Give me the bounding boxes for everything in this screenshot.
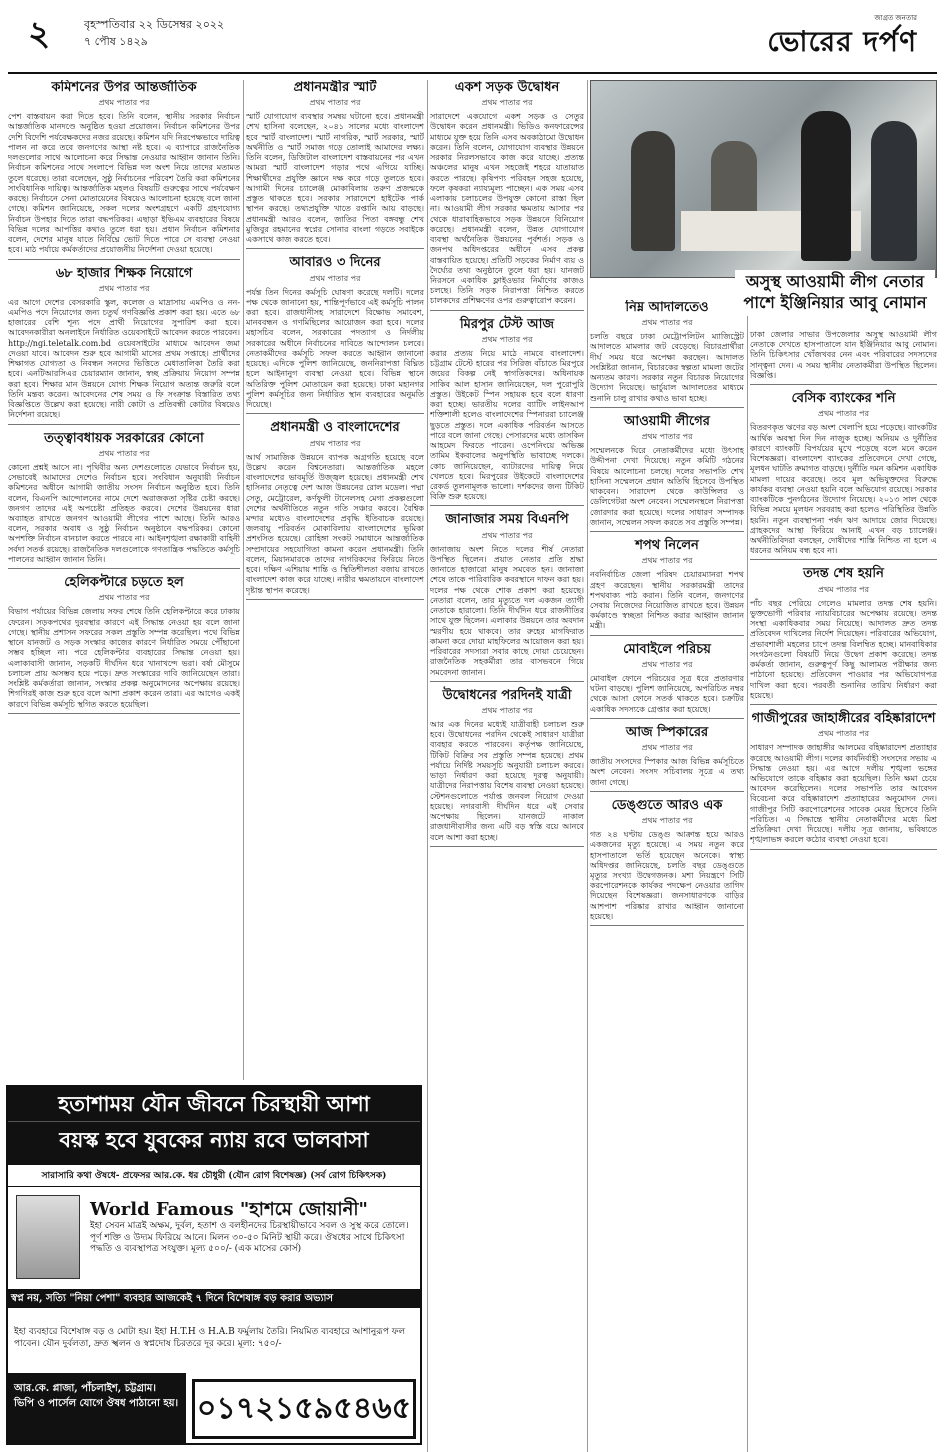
article (750, 330, 937, 385)
article-body: জানাজায় অংশ নিতে দলের শীর্ষ নেতারা উপস্থিত ছিলেন। প্রয়াত নেতার প্রতি শ্রদ্ধা জানাতে হাজারো মানুষ সমবেত হন। জানাজা শেষে তাকে পারিবারিক কবরস্থানে দাফন করা হয়। দলের পক্ষ থেকে শোক প্রকাশ করা হয়েছে। নেতারা বলেন, তার মৃত্যুতে দল একজন ত্যাগী নেতাকে হারালো। তিনি দীর্ঘদিন ধরে রাজনীতির সাথে যুক্ত ছিলেন। এলাকার উন্নয়নে তার অবদান স্মরণীয় হয়ে থাকবে। তার রুহের মাগফিরাত কামনা করে দোয়া মাহফিলের আয়োজন করা হয়। পরিবারের সদস্যরা সবার কাছে দোয়া চেয়েছেন। রাজনৈতিক সহকর্মীরা তার বাসভবনে গিয়ে সমবেদনা জানান। (430, 544, 584, 677)
date-line-gregorian: বৃহস্পতিবার ২২ ডিসেম্বর ২০২২ (84, 18, 225, 31)
article-continued-label: প্রথম পাতার পর (481, 98, 533, 108)
article-headline: একশ সড়ক উদ্বোধন (454, 80, 560, 95)
photo-person (801, 111, 851, 261)
ad-strip: স্বপ্ন নয়, সত্যি "নিয়া পেশা" ব্যবহার আজকেই ৭ দিনে বিশেষাঙ্গ বড় করার অভ্যাস (8, 1289, 420, 1308)
article-body: কোনো প্রশ্নই আসে না। পৃথিবীর অন্য দেশগুলোতে যেভাবে নির্বাচন হয়, সেভাবেই আমাদের দেশেও নির্বাচন হবে। সংবিধান অনুযায়ী নির্বাচন কমিশনের অধীনে আগামী জাতীয় সংসদ নির্বাচন অনুষ্ঠিত হবে। তিনি বলেন, বিএনপি আন্দোলনের নামে দেশে অরাজকতা সৃষ্টির চেষ্টা করছে। জনগণ তাদের এই অপচেষ্টা প্রতিহত করবে। দেশের উন্নয়নের ধারা অব্যাহত রাখতে জনগণ আওয়ামী লীগের পাশে আছে। তিনি আরও বলেন, সরকার অবাধ ও সুষ্ঠু নির্বাচন অনুষ্ঠানে বদ্ধপরিকর। কোনো অপশক্তি নির্বাচন বানচাল করতে পারবে না। আইনশৃঙ্খলা রক্ষাকারী বাহিনী সর্বদা সতর্ক রয়েছে। রাজনৈতিক দলগুলোকে গণতান্ত্রিক পদ্ধতিতে কর্মসূচি পালনের আহ্বান জানান তিনি। (8, 462, 240, 564)
column-1 (8, 80, 240, 1080)
column-3 (430, 80, 584, 1452)
article-body: করার প্রত্যয় নিয়ে মাঠে নামবে বাংলাদেশ। চট্টগ্রাম টেস্টে হারের পর সিরিজ বাঁচাতে মিরপুরে জয়ের বিকল্প নেই স্বাগতিকদের। অধিনায়ক সাকিব আল হাসান জানিয়েছেন, দল পুরোপুরি প্রস্তুত। উইকেট স্পিন সহায়ক হবে বলে ধারণা করা হচ্ছে। ভারতীয় দলের ব্যাটিং লাইনআপ শক্তিশালী হলেও বাংলাদেশের স্পিনাররা চ্যালেঞ্জ ছুড়তে প্রস্তুত। দলে একাধিক পরিবর্তন আসতে পারে বলে জানা গেছে। পেসারদের মধ্যে তাসকিন আহমেদ ফিরতে পারেন। ওপেনিংয়ে অভিজ্ঞ তামিম ইকবালের অনুপস্থিতি ভাবাচ্ছে দলকে। কোচ জানিয়েছেন, ব্যাটারদের দায়িত্ব নিয়ে খেলতে হবে। মিরপুরের উইকেটে বাংলাদেশের রেকর্ড তুলনামূলক ভালো। দর্শকদের জন্য টিকিট বিক্রি শুরু হয়েছে। (430, 348, 584, 502)
ad-phone-number: ০১৭২১৫৯৫৪৬৫ (192, 1379, 416, 1439)
article-headline: গাজীপুরের জাহাঙ্গীরের বহিষ্কারাদেশ (751, 711, 936, 727)
article-continued-label: প্রথম পাতার পর (98, 593, 150, 603)
article-headline: প্রধানমন্ত্রী ও বাংলাদেশের (270, 420, 400, 436)
article-continued-label: প্রথম পাতার পর (481, 530, 533, 540)
ad-doctor-photo (16, 1195, 80, 1279)
column-4 (590, 300, 744, 1452)
article (430, 688, 584, 847)
article-body: আর এক দিনের মধ্যেই যাত্রীবাহী চলাচল শুরু হবে। উদ্বোধনের পরদিন থেকেই সাধারণ যাত্রীরা ব্যবহার করতে পারবেন। কর্তৃপক্ষ জানিয়েছে, টিকিট বিক্রির সব প্রস্তুতি সম্পন্ন হয়েছে। প্রথম পর্যায়ে নির্দিষ্ট সময়সূচি অনুযায়ী চলাচল করবে। ভাড়া নির্ধারণ করা হয়েছে দূরত্ব অনুযায়ী। যাত্রীদের নিরাপত্তায় বিশেষ ব্যবস্থা নেওয়া হয়েছে। স্টেশনগুলোতে পর্যাপ্ত জনবল নিয়োগ দেওয়া হয়েছে। নগরবাসী দীর্ঘদিন ধরে এই সেবার অপেক্ষায় ছিলেন। যানজটে নাকাল রাজধানীবাসীর জন্য এটি বড় স্বস্তি বয়ে আনবে বলে আশা করা হচ্ছে। (430, 720, 584, 842)
article (590, 642, 744, 719)
article-body: মোবাইল ফোনে পরিচয়ের সূত্র ধরে প্রতারণার ঘটনা বাড়ছে। পুলিশ জানিয়েছে, অপরিচিত নম্বর থেকে আসা ফোনে সতর্ক থাকতে হবে। চক্রটির একাধিক সদস্যকে গ্রেপ্তার করা হয়েছে। (590, 673, 744, 714)
article-headline: জানাজার সময় বিএনপি (445, 512, 569, 528)
article (590, 300, 744, 408)
article-body: সারাদেশে একযোগে একশ সড়ক ও সেতুর উদ্বোধন করেন প্রধানমন্ত্রী। ভিডিও কনফারেন্সের মাধ্যমে যুক্ত হয়ে তিনি এসব অবকাঠামো উদ্বোধন করেন। তিনি বলেন, যোগাযোগ ব্যবস্থার উন্নয়নে সরকার নিরলসভাবে কাজ করে যাচ্ছে। প্রত্যন্ত অঞ্চলের মানুষ এখন সহজেই শহরে যাতায়াত করতে পারছে। কৃষিপণ্য পরিবহন সহজ হয়েছে, ফলে কৃষকরা ন্যায্যমূল্য পাচ্ছেন। এক সময় এসব এলাকায় চলাচলের উপযুক্ত কোনো রাস্তা ছিল না। আওয়ামী লীগ সরকার ক্ষমতায় আসার পর থেকে ধারাবাহিকভাবে সড়ক উন্নয়নে বিনিয়োগ করেছে। প্রধানমন্ত্রী বলেন, উন্নত যোগাযোগ ব্যবস্থা অর্থনৈতিক উন্নয়নের পূর্বশর্ত। সড়ক ও জনপথ অধিদপ্তরের অধীনে এসব প্রকল্প বাস্তবায়িত হয়েছে। প্রতিটি সড়কের নির্মাণ ব্যয় ও দৈর্ঘ্যের তথ্য অনুষ্ঠানে তুলে ধরা হয়। যানজট নিরসনে একাধিক ফ্লাইওভার নির্মাণের কাজও চলছে। তিনি সড়ক নিরাপত্তা নিশ্চিত করতে চালকদের প্রশিক্ষণের ওপর গুরুত্বারোপ করেন। (430, 112, 584, 306)
advertisement (6, 1085, 422, 1445)
article-body: পাঁচ বছর পেরিয়ে গেলেও মামলার তদন্ত শেষ হয়নি। ভুক্তভোগী পরিবার ন্যায়বিচারের অপেক্ষায় রয়েছে। তদন্ত সংস্থা একাধিকবার সময় নিয়েছে। আদালত দ্রুত তদন্ত প্রতিবেদন দাখিলের নির্দেশ দিয়েছেন। পরিবারের অভিযোগ, প্রভাবশালী মহলের চাপে তদন্ত বিলম্বিত হচ্ছে। মানবাধিকার সংগঠনগুলো বিষয়টি নিয়ে উদ্বেগ প্রকাশ করেছে। তদন্ত কর্মকর্তা জানান, গুরুত্বপূর্ণ কিছু আলামত পরীক্ষার জন্য পাঠানো হয়েছে। প্রতিবেদন পাওয়ার পর অভিযোগপত্র দাখিল করা হবে। পরবর্তী শুনানির তারিখ নির্ধারণ করা হয়েছে। (750, 598, 937, 700)
column-rule (587, 80, 588, 1452)
article-headline: নিম্ন আদালতেও (625, 300, 709, 315)
column-rule (747, 300, 748, 1452)
article-headline: তদন্ত শেষ হয়নি (803, 566, 884, 582)
masthead: ভোরের দর্পণ (767, 25, 917, 58)
ad-product-name: World Famous "হাশমে জোয়ানী" (90, 1199, 368, 1220)
ad-headline-2: বয়স্ক হবে যুবকের ন্যায় রবে ভালবাসা (8, 1121, 420, 1165)
article-body: আর্থ সামাজিক উন্নয়নে ব্যাপক অগ্রগতি হয়েছে বলে উল্লেখ করেন বিশ্বনেতারা। আন্তর্জাতিক মহলে বাংলাদেশের ভাবমূর্তি উজ্জ্বল হয়েছে। প্রধানমন্ত্রী শেখ হাসিনার নেতৃত্বে দেশ আজ উন্নয়নের রোল মডেল। পদ্মা সেতু, মেট্রোরেল, কর্ণফুলী টানেলসহ মেগা প্রকল্পগুলো দেশের অর্থনীতিতে নতুন গতি সঞ্চার করবে। বৈশ্বিক মন্দার মধ্যেও বাংলাদেশের প্রবৃদ্ধি ইতিবাচক রয়েছে। জলবায়ু পরিবর্তন মোকাবিলায় বাংলাদেশের ভূমিকা প্রশংসিত হয়েছে। রোহিঙ্গা সংকট সমাধানে আন্তর্জাতিক সম্প্রদায়ের সহযোগিতা কামনা করেন প্রধানমন্ত্রী। তিনি বলেন, মিয়ানমারকে তাদের নাগরিকদের ফিরিয়ে নিতে হবে। দক্ষিণ এশিয়ায় শান্তি ও স্থিতিশীলতা বজায় রাখতে বাংলাদেশ কাজ করে যাচ্ছে। নারীর ক্ষমতায়নে বাংলাদেশ দৃষ্টান্ত স্থাপন করেছে। (246, 452, 424, 595)
article-continued-label: প্রথম পাতার পর (641, 659, 693, 669)
article-headline: মোবাইলে পরিচয় (623, 641, 711, 657)
column-5 (750, 330, 937, 1445)
article-headline: শপথ নিলেন (635, 538, 699, 554)
article-body: ঢাকা জেলার সাভার উপজেলার অসুস্থ আওয়ামী লীগ নেতাকে দেখতে হাসপাতালে যান ইঞ্জিনিয়ার আবু নোমান। তিনি চিকিৎসার খোঁজখবর নেন এবং পরিবারের সদস্যদের সান্ত্বনা দেন। এ সময় স্থানীয় নেতাকর্মীরা উপস্থিত ছিলেন। বিজ্ঞপ্তি। (750, 330, 937, 380)
article-headline: বেসিক ব্যাংকের শনি (791, 391, 896, 407)
article-continued-label: প্রথম পাতার পর (481, 706, 533, 716)
article-continued-label: প্রথম পাতার পর (309, 98, 361, 108)
column-rule (243, 80, 244, 1080)
article-continued-label: প্রথম পাতার পর (309, 273, 361, 283)
article-continued-label: প্রথম পাতার পর (818, 409, 869, 419)
article (590, 414, 744, 532)
article-body: চলতি বছরে ঢাকা মেট্রোপলিটন ম্যাজিস্ট্রেট আদালতে মামলার জট বেড়েছে। বিচারপ্রার্থীরা দীর্ঘ সময় ধরে অপেক্ষা করছেন। আদালত সংশ্লিষ্টরা জানান, বিচারকের স্বল্পতা মামলা জটের অন্যতম কারণ। সরকার নতুন বিচারক নিয়োগের উদ্যোগ নিয়েছে। ভার্চুয়াল আদালতের মাধ্যমে শুনানি চালু রাখার কথাও ভাবা হচ্ছে। (590, 332, 744, 403)
photo-person (631, 131, 675, 251)
article (590, 538, 744, 636)
article-continued-label: প্রথম পাতার পর (98, 98, 150, 108)
article-body: সম্মেলনকে ঘিরে নেতাকর্মীদের মধ্যে উৎসাহ উদ্দীপনা দেখা দিয়েছে। নতুন কমিটি গঠনের বিষয়ে আলোচনা চলছে। দলের সভাপতি শেখ হাসিনা সম্মেলনে প্রধান অতিথি হিসেবে উপস্থিত থাকবেন। সারাদেশ থেকে কাউন্সিলর ও ডেলিগেটরা অংশ নেবেন। সম্মেলনস্থলে নিরাপত্তা জোরদার করা হয়েছে। দলের সাধারণ সম্পাদক জানান, সম্মেলন সফল করতে সব প্রস্তুতি সম্পন্ন। (590, 446, 744, 527)
news-photo (590, 80, 937, 278)
ad-body-text: ইহা সেবন মাত্রই অক্ষম, দুর্বল, হতাশ ও বলহীনদের চিরস্থায়ীভাবে সবল ও সুস্থ করে তোলে। পূর্ণ শক্তি ও উদ্যম ফিরিয়ে আনে। মিলন ৩০-৫০ মিনিট স্থায়ী করে। ঔষধের সাথে চিকিৎসা পদ্ধতি ও ব্যবস্থাপত্র সংযুক্ত। মূল্য ৫০০/- (এক মাসের কোর্স) (90, 1221, 409, 1255)
article-body: স্মার্ট যোগাযোগ ব্যবস্থার সমন্বয় ঘটানো হবে। প্রধানমন্ত্রী শেখ হাসিনা বলেছেন, ২০৪১ সালের মধ্যে বাংলাদেশ হবে স্মার্ট বাংলাদেশ। স্মার্ট নাগরিক, স্মার্ট সরকার, স্মার্ট অর্থনীতি ও স্মার্ট সমাজ গড়ে তোলাই আমাদের লক্ষ্য। তিনি বলেন, ডিজিটাল বাংলাদেশ বাস্তবায়নের পর এখন আমরা স্মার্ট বাংলাদেশ গড়ার পথে এগিয়ে যাচ্ছি। শিক্ষার্থীদের প্রযুক্তি জ্ঞানে দক্ষ করে গড়ে তুলতে হবে। আগামী দিনের চ্যালেঞ্জ মোকাবিলায় তরুণ প্রজন্মকে প্রস্তুত থাকতে হবে। সরকার সারাদেশে হাইটেক পার্ক স্থাপন করছে। তথ্যপ্রযুক্তি খাতে রপ্তানি আয় বাড়ছে। প্রধানমন্ত্রী আরও বলেন, জাতির পিতা বঙ্গবন্ধু শেখ মুজিবুর রহমানের স্বপ্নের সোনার বাংলা গড়তে সবাইকে একসাথে কাজ করতে হবে। (246, 112, 424, 245)
article-continued-label: প্রথম পাতার পর (98, 448, 150, 458)
article-body: গত ২৪ ঘণ্টায় ডেঙ্গু আক্রান্ত হয়ে আরও একজনের মৃত্যু হয়েছে। এ সময় নতুন করে হাসপাতালে ভর্তি হয়েছেন অনেকে। স্বাস্থ্য অধিদপ্তর জানিয়েছে, চলতি বছর ডেঙ্গুতে মৃত্যুর সংখ্যা উদ্বেগজনক। মশা নিয়ন্ত্রণে সিটি করপোরেশনকে কার্যকর পদক্ষেপ নেওয়ার তাগিদ দিয়েছেন বিশেষজ্ঞরা। জনসাধারণকে বাড়ির আশপাশ পরিষ্কার রাখার আহ্বান জানানো হয়েছে। (590, 830, 744, 921)
article-body: এর আগে দেশের বেসরকারি স্কুল, কলেজ ও মাদ্রাসায় এমপিও ও নন-এমপিও পদে নিয়োগের জন্য চতুর্থ গণবিজ্ঞপ্তি প্রকাশ করা হয়। এতে ৬৮ হাজারের বেশি শূন্য পদে প্রার্থী নিয়োগের সুপারিশ করা হবে। আবেদনকারীরা অনলাইনে নির্ধারিত ওয়েবসাইটে আবেদন করতে পারবেন। http://ngi.teletalk.com.bd ওয়েবসাইটের মাধ্যমে আবেদন জমা দেওয়া যাবে। আবেদন শুরু হবে আগামী মাসের প্রথম সপ্তাহে। প্রার্থীদের শিক্ষাগত যোগ্যতা ও নিবন্ধন সনদের ভিত্তিতে মেধাতালিকা তৈরি করা হবে। এনটিআরসিএর চেয়ারম্যান জানান, স্বচ্ছ প্রক্রিয়ায় নিয়োগ সম্পন্ন করা হবে। শিক্ষার মান উন্নয়নে যোগ্য শিক্ষক নিয়োগ অত্যন্ত জরুরি বলে তিনি মন্তব্য করেন। আবেদনের শেষ সময় ও ফি সংক্রান্ত বিস্তারিত তথ্য বিজ্ঞপ্তিতে উল্লেখ করা হয়েছে। নারী কোটা ও প্রতিবন্ধী কোটার বিষয়েও নির্দেশনা রয়েছে। (8, 297, 240, 420)
article-body: সাধারণ সম্পাদক জাহাঙ্গীর আলমের বহিষ্কারাদেশ প্রত্যাহার করেছে আওয়ামী লীগ। দলের কার্যনির্বাহী সংসদের সভায় এ সিদ্ধান্ত নেওয়া হয়। এর আগে দলীয় শৃঙ্খলা ভঙ্গের অভিযোগে তাকে বহিষ্কার করা হয়েছিল। তিনি ক্ষমা চেয়ে আবেদন করেছিলেন। দলের সভাপতি তার আবেদন বিবেচনা করে বহিষ্কারাদেশ প্রত্যাহারের অনুমোদন দেন। গাজীপুর সিটি করপোরেশনের সাবেক মেয়র হিসেবে তিনি পরিচিত। এ সিদ্ধান্তে স্থানীয় নেতাকর্মীদের মধ্যে মিশ্র প্রতিক্রিয়া দেখা দিয়েছে। দলীয় সূত্র জানায়, ভবিষ্যতে শৃঙ্খলাভঙ্গ করলে কঠোর ব্যবস্থা নেওয়া হবে। (750, 743, 937, 845)
article-continued-label: প্রথম পাতার পর (641, 816, 693, 826)
article (750, 566, 937, 705)
article-continued-label: প্রথম পাতার পর (641, 432, 693, 442)
article (430, 80, 584, 311)
column-rule (427, 80, 428, 1452)
date-line-bengali: ৭ পৌষ ১৪২৯ (84, 35, 148, 48)
article (590, 725, 744, 792)
page-number: ২ (28, 14, 51, 54)
article-headline: প্রধানমন্ত্রীর স্মার্ট (293, 80, 377, 95)
article-continued-label: প্রথম পাতার পর (481, 334, 533, 344)
masthead-tagline: জাগ্রত জনতার (874, 14, 917, 22)
article-body: বিভাগ পর্যায়ের বিভিন্ন জেলায় সফর শেষে তিনি হেলিকপ্টারে করে ঢাকায় ফেরেন। সড়কপথের দুরবস্থার কারণে এই সিদ্ধান্ত নেওয়া হয় বলে জানা গেছে। স্থানীয় প্রশাসন সফরের সকল প্রস্তুতি সম্পন্ন করেছিল। পথে বিভিন্ন স্থানে যানজট ও সড়ক সংস্কার কাজের কারণে নির্ধারিত সময়ে পৌঁছানো সম্ভব হচ্ছিল না। পরে হেলিকপ্টার ব্যবহারের সিদ্ধান্ত নেওয়া হয়। এলাকাবাসী জানান, সড়কটি দীর্ঘদিন ধরে খানাখন্দে ভরা। বর্ষা মৌসুমে চলাচল প্রায় অসম্ভব হয়ে পড়ে। দ্রুত সংস্কারের দাবি জানিয়েছেন তারা। সংশ্লিষ্ট কর্মকর্তারা জানান, সংস্কার প্রকল্প অনুমোদনের অপেক্ষায় রয়েছে। শিগগিরই কাজ শুরু হবে বলে আশা প্রকাশ করেন তারা। এর আগেও একই কারণে বিভিন্ন কর্মসূচি স্থগিত করতে হয়েছিল। (8, 607, 240, 709)
photo-caption: অসুস্থ আওয়ামী লীগ নেতার পাশে ইঞ্জিনিয়ার আবু নোমান (735, 270, 935, 316)
article-headline: মিরপুর টেস্ট আজ (459, 316, 555, 332)
article (8, 431, 240, 570)
article-headline: আজ স্পিকারের (625, 724, 709, 740)
article (750, 391, 937, 560)
ad-address: আর.কে. প্লাজা, পাঁচলাইশ, চট্টগ্রাম। ভিপি ও পার্সেল যোগে ঔষধ পাঠানো হয়। (8, 1373, 186, 1443)
article-body: জাতীয় সংসদের স্পিকার আজ বিভিন্ন কর্মসূচিতে অংশ নেবেন। সংসদ সচিবালয় সূত্রে এ তথ্য জানা গেছে। (590, 757, 744, 787)
article-continued-label: প্রথম পাতার পর (309, 438, 361, 448)
article-headline: তত্ত্বাবধায়ক সরকারের কোনো (44, 430, 204, 446)
article (430, 512, 584, 681)
article-headline: উদ্বোধনের পরদিনই যাত্রী (442, 687, 572, 703)
article (750, 711, 937, 850)
article-headline: ডেঙ্গুতে আরও এক (611, 797, 723, 813)
ad-doctor-line: সারাসারি কথা ঔষধে- প্রফেসর আর.কে. ধর চৌধুরী (যৌন রোগ বিশেষজ্ঞ) (সর্ব রোগ চিকিৎসক) (8, 1165, 420, 1187)
article (590, 798, 744, 926)
article-continued-label: প্রথম পাতার পর (818, 584, 869, 594)
article-headline: আবারও ৩ দিনের (289, 255, 381, 271)
article-continued-label: প্রথম পাতার পর (98, 283, 150, 293)
article-body: নবনির্বাচিত জেলা পরিষদ চেয়ারম্যানরা শপথ গ্রহণ করেছেন। স্থানীয় সরকারমন্ত্রী তাদের শপথবাক্য পাঠ করান। তিনি বলেন, জনগণের সেবায় নিজেদের নিয়োজিত রাখতে হবে। উন্নয়ন কর্মকাণ্ডে স্বচ্ছতা নিশ্চিত করার আহ্বান জানান মন্ত্রী। (590, 570, 744, 631)
article-headline: ৬৮ হাজার শিক্ষক নিয়োগে (55, 265, 193, 281)
article (246, 420, 424, 600)
ad-body-text-2: ইহা ব্যবহারে বিশেষাঙ্গ বড় ও মোটা হয়। ইহা H.T.H ও H.A.B ফর্মুলায় তৈরি। নিয়মিত ব্যবহারে আশানুরূপ ফল পাবেন। যৌন দুর্বলতা, দ্রুত স্খলন ও স্বপ্নদোষ চিরতরে দূর করে। মূল্য: ৭৫০/- (14, 1327, 406, 1349)
article (8, 80, 240, 260)
ad-headline-1: হতাশাময় যৌন জীবনে চিরস্থায়ী আশা (8, 1087, 420, 1121)
article-continued-label: প্রথম পাতার পর (818, 729, 869, 739)
article (430, 317, 584, 507)
article-body: পেশ বাস্তবায়ন করা দিতে হবে। তিনি বলেন, স্থানীয় সরকার নির্বাচন আন্তর্জাতিক মানদণ্ডে অনুষ্ঠিত হওয়া প্রয়োজন। নির্বাচন কমিশনের উপর দেশি বিদেশি পর্যবেক্ষকদের নজর রয়েছে। কমিশন যদি নিরপেক্ষভাবে দায়িত্ব পালন না করে তবে জনগণের আস্থা নষ্ট হবে। এ ব্যাপারে রাজনৈতিক দলগুলোর সাথে আলোচনা করে সিদ্ধান্ত নেওয়ার আহ্বান জানান তিনি। নির্বাচন কমিশনের সাথে সংলাপে বিভিন্ন দল অংশ নিয়ে তাদের মতামত তুলে ধরেছে। তারা বলেছেন, সুষ্ঠু নির্বাচনের পরিবেশ তৈরি করা কমিশনের সাংবিধানিক দায়িত্ব। আন্তর্জাতিক মহলও বিষয়টি গুরুত্বের সাথে পর্যবেক্ষণ করছে। নির্বাচনে সেনা মোতায়েনের বিষয়েও আলোচনা হয়েছে বলে জানা গেছে। কমিশন জানিয়েছে, সকল দলের অংশগ্রহণে একটি গ্রহণযোগ্য নির্বাচন উপহার দিতে তারা বদ্ধপরিকর। এছাড়া ইভিএম ব্যবহারের বিষয়ে বিভিন্ন দলের আপত্তির কথাও তুলে ধরা হয়। প্রধান নির্বাচন কমিশনার বলেন, দেশের মানুষ যাতে নির্বিঘ্নে ভোট দিতে পারে সে ব্যবস্থা নেওয়া হবে। মাঠ পর্যায়ে কর্মকর্তাদের প্রয়োজনীয় নির্দেশনা দেওয়া হয়েছে। (8, 112, 240, 255)
article (246, 80, 424, 249)
article-headline: হেলিকপ্টারে চড়তে হল (64, 575, 184, 591)
article-body: পর্যন্ত তিন দিনের কর্মসূচি ঘোষণা করেছে দলটি। দলের পক্ষ থেকে জানানো হয়, শান্তিপূর্ণভাবে এই কর্মসূচি পালন করা হবে। রাজধানীসহ সারাদেশে বিক্ষোভ সমাবেশ, মানববন্ধন ও গণমিছিলের আয়োজন করা হবে। দলের মহাসচিব বলেন, সরকারের পদত্যাগ ও নির্দলীয় সরকারের অধীনে নির্বাচনের দাবিতে আন্দোলন চলবে। নেতাকর্মীদের কর্মসূচি সফল করতে আহ্বান জানানো হয়েছে। এদিকে পুলিশ জানিয়েছে, জননিরাপত্তা বিঘ্নিত হলে আইনানুগ ব্যবস্থা নেওয়া হবে। বিভিন্ন স্থানে অতিরিক্ত পুলিশ মোতায়েন করা হয়েছে। ঢাকা মহানগর পুলিশ কর্মসূচির জন্য নির্ধারিত স্থান ব্যবহারের অনুমতি দিয়েছে। (246, 287, 424, 410)
article-headline: আওয়ামী লীগের (624, 413, 710, 429)
article (246, 255, 424, 414)
article (8, 575, 240, 714)
article-continued-label: প্রথম পাতার পর (641, 743, 693, 753)
article-continued-label: প্রথম পাতার পর (641, 318, 693, 328)
page-header (8, 6, 937, 74)
article-headline: কমিশনের উপর আন্তর্জাতিক (51, 80, 197, 95)
article (8, 266, 240, 425)
article-body: বিতরণকৃত ঋণের বড় অংশ খেলাপি হয়ে পড়েছে। ব্যাংকটির আর্থিক অবস্থা দিন দিন নাজুক হচ্ছে। অনিয়ম ও দুর্নীতির কারণে ব্যাংকটি বিপর্যয়ের মুখে পড়েছে বলে মনে করেন বিশেষজ্ঞরা। বাংলাদেশ ব্যাংকের প্রতিবেদনে দেখা গেছে, মূলধন ঘাটতি ক্রমাগত বাড়ছে। দুর্নীতি দমন কমিশন একাধিক মামলা দায়ের করেছে। তবে মূল অভিযুক্তদের বিরুদ্ধে কার্যকর ব্যবস্থা নেওয়া হয়নি বলে অভিযোগ রয়েছে। সরকার ব্যাংকটিকে পুনর্গঠনের উদ্যোগ নিয়েছে। ২০১৩ সাল থেকে বিভিন্ন সময়ে মূলধন সরবরাহ করা হলেও পরিস্থিতির উন্নতি হয়নি। নতুন ব্যবস্থাপনা পর্ষদ ঋণ আদায়ে জোর দিয়েছে। গ্রাহকদের আস্থা ফিরিয়ে আনাই এখন বড় চ্যালেঞ্জ। অর্থনীতিবিদরা বলছেন, দোষীদের শাস্তি নিশ্চিত না হলে এ ধরনের অনিয়ম বন্ধ হবে না। (750, 423, 937, 556)
article-continued-label: প্রথম পাতার পর (641, 556, 693, 566)
photo-person (871, 121, 917, 261)
